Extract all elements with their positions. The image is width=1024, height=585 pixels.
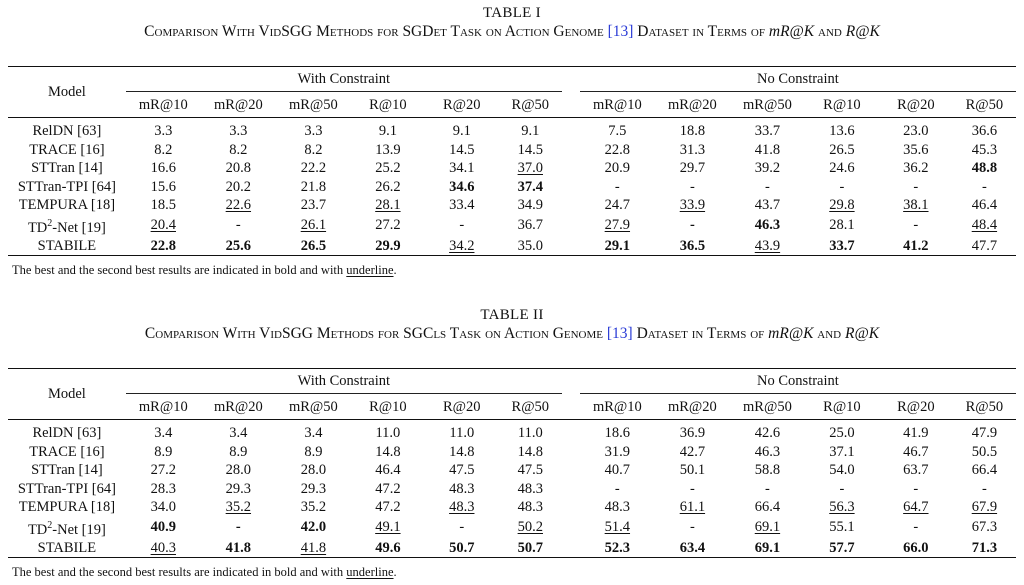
table-cell: 48.3 — [449, 480, 475, 497]
group-header-no-constraint: No Constraint — [757, 373, 839, 389]
table-cell: 47.2 — [375, 480, 401, 497]
model-name: TEMPURA [18] — [18, 499, 116, 516]
table-cell: 49.6 — [375, 539, 401, 556]
table-cell: 24.6 — [829, 160, 855, 177]
table-cell: 23.7 — [300, 197, 327, 214]
table-cell: 31.3 — [679, 141, 706, 158]
table-cell: 64.7 — [903, 499, 929, 516]
metric-header: mR@10 — [580, 394, 655, 420]
table-cell: 20.2 — [225, 178, 252, 195]
table-row — [8, 118, 1016, 141]
table-cell: 66.0 — [903, 539, 929, 556]
model-name: STTran [14] — [31, 160, 103, 177]
cell-gap — [562, 159, 580, 178]
table-cell: 20.4 — [150, 217, 176, 234]
table-cell: 7.5 — [608, 123, 627, 140]
table-cell: 51.4 — [604, 519, 631, 536]
table-cell: 35.6 — [903, 141, 929, 158]
model-name: $TD^2$-Net [19] — [27, 217, 106, 236]
table-cell: 9.1 — [378, 123, 397, 140]
table-cell: - — [459, 519, 465, 536]
table-cell: 47.5 — [517, 462, 543, 479]
table-cell: 48.4 — [971, 217, 998, 234]
table-cell: 66.4 — [971, 462, 998, 479]
table-cell: 47.9 — [971, 425, 998, 442]
table-cell: 24.7 — [604, 197, 631, 214]
table-cell: 35.2 — [300, 499, 327, 516]
table-cell: 34.1 — [449, 160, 475, 177]
table-cell: 8.9 — [229, 443, 248, 460]
table-row — [8, 178, 1016, 197]
table-cell: 37.1 — [829, 443, 855, 460]
table-cell: - — [235, 217, 241, 234]
table-cell: 43.9 — [754, 237, 781, 254]
table-row — [8, 236, 1016, 255]
table-cell: 39.2 — [754, 160, 781, 177]
group-header-no-constraint: No Constraint — [757, 71, 839, 87]
model-name: STTran [14] — [31, 462, 103, 479]
table-cell: 8.2 — [304, 141, 323, 158]
cell-gap — [562, 420, 580, 443]
table-cell: - — [913, 519, 919, 536]
table-cell: 48.3 — [517, 480, 543, 497]
table-cell: - — [765, 480, 770, 497]
cell-gap — [562, 461, 580, 480]
table-cell: 8.9 — [154, 443, 173, 460]
table-cell: - — [913, 217, 919, 234]
table-cell: 38.1 — [903, 197, 929, 214]
table-cell: 28.1 — [375, 197, 401, 214]
table-cell: 43.7 — [754, 197, 781, 214]
table-cell: 18.5 — [150, 197, 176, 214]
table-cell: 22.8 — [604, 141, 631, 158]
metric-header: mR@20 — [655, 394, 730, 420]
column-header-model: Model — [47, 84, 86, 100]
table-cell: 3.3 — [154, 123, 173, 140]
metric-header: mR@50 — [730, 394, 805, 420]
table-row — [8, 480, 1016, 499]
table-cell: 8.2 — [154, 141, 173, 158]
table-cell: - — [839, 480, 845, 497]
model-name: RelDN [63] — [32, 123, 102, 140]
metric-header: R@10 — [805, 92, 879, 118]
table-cell: 22.8 — [150, 237, 176, 254]
table-cell: 58.8 — [754, 462, 781, 479]
table-cell: - — [689, 217, 695, 234]
table-cell: 55.1 — [829, 519, 855, 536]
table-cell: 29.3 — [225, 480, 252, 497]
model-name: RelDN [63] — [32, 425, 102, 442]
table-row — [8, 420, 1016, 443]
table-cell: 42.7 — [679, 443, 706, 460]
table-cell: 14.5 — [517, 141, 543, 158]
table-cell: - — [614, 480, 620, 497]
table-cell: 66.4 — [754, 499, 781, 516]
table-cell: 41.2 — [903, 237, 929, 254]
table-cell: 29.8 — [829, 197, 855, 214]
table-cell: - — [981, 178, 987, 195]
table-cell: 11.0 — [449, 425, 475, 442]
table-cell: 29.7 — [679, 160, 706, 177]
table-cell: 18.8 — [679, 123, 706, 140]
table-cell: 14.8 — [517, 443, 543, 460]
table-cell: 28.3 — [150, 480, 176, 497]
table-cell: - — [459, 217, 465, 234]
table-cell: 21.8 — [300, 178, 327, 195]
table-cell: 8.9 — [304, 443, 323, 460]
table-cell: 14.8 — [375, 443, 401, 460]
table-cell: 11.0 — [517, 425, 543, 442]
table-cell: 33.4 — [449, 197, 475, 214]
table-cell: 46.3 — [754, 443, 781, 460]
table-cell: 27.9 — [604, 217, 631, 234]
table-cell: - — [614, 178, 620, 195]
table-cell: 3.3 — [304, 123, 323, 140]
table-cell: 41.8 — [300, 539, 327, 556]
table-cell: 34.9 — [517, 197, 543, 214]
table-cell: 50.7 — [517, 539, 543, 556]
table-cell: 14.5 — [449, 141, 475, 158]
metric-header: mR@50 — [730, 92, 805, 118]
cell-gap — [562, 141, 580, 160]
table-cell: 13.9 — [375, 141, 401, 158]
table-cell: 25.2 — [375, 160, 401, 177]
table-cell: 52.3 — [604, 539, 631, 556]
table-cell: 14.8 — [449, 443, 475, 460]
table-cell: - — [689, 178, 695, 195]
table-cell: 34.2 — [449, 237, 475, 254]
table-cell: 27.2 — [375, 217, 401, 234]
cell-gap — [562, 236, 580, 255]
cell-gap — [562, 178, 580, 197]
metric-header: mR@20 — [655, 92, 730, 118]
table-cell: 23.0 — [903, 123, 929, 140]
table-cell: 46.7 — [903, 443, 929, 460]
table-cell: 40.9 — [150, 519, 176, 536]
metric-header: R@20 — [879, 92, 953, 118]
table-cell: 15.6 — [150, 178, 176, 195]
table-cell: 8.2 — [229, 141, 248, 158]
metric-header: R@10 — [805, 394, 879, 420]
table-cell: 16.6 — [150, 160, 176, 177]
table-cell: 36.7 — [517, 217, 543, 234]
table-cell: 40.7 — [604, 462, 631, 479]
metric-header: mR@10 — [126, 394, 201, 420]
table-cell: 46.4 — [375, 462, 401, 479]
table-row — [8, 443, 1016, 462]
model-name: TRACE [16] — [29, 443, 105, 460]
table-cell: 20.9 — [604, 160, 631, 177]
model-name: STTran-TPI [64] — [17, 480, 116, 497]
metric-gap — [562, 92, 580, 118]
cell-gap — [562, 480, 580, 499]
table-cell: - — [839, 178, 845, 195]
table-cell: - — [913, 178, 919, 195]
table-row — [8, 141, 1016, 160]
table-cell: 41.9 — [903, 425, 929, 442]
metric-header: mR@50 — [276, 394, 351, 420]
column-header-model: Model — [47, 386, 86, 402]
table-cell: 9.1 — [452, 123, 471, 140]
table-cell: 47.7 — [971, 237, 998, 254]
table-cell: 27.2 — [150, 462, 176, 479]
metric-header: R@20 — [879, 394, 953, 420]
table-caption: Comparison With VidSGG Methods for SGCls Task on Action Genome [13] Dataset in Terms of mR@K and R@K — [144, 325, 880, 342]
table-cell: 56.3 — [829, 499, 855, 516]
metric-header: mR@10 — [126, 92, 201, 118]
table-cell: 48.8 — [971, 160, 998, 177]
table-cell: 36.6 — [971, 123, 998, 140]
table-cell: - — [689, 519, 695, 536]
table-cell: 61.1 — [679, 499, 706, 516]
group-header-with-constraint: With Constraint — [297, 71, 391, 87]
table-cell: 34.0 — [150, 499, 176, 516]
metric-header: R@50 — [499, 394, 562, 420]
table-footnote: The best and the second best results are indicated in bold and with underline. — [12, 565, 397, 579]
table-cell: 20.8 — [225, 160, 252, 177]
table-cell: 33.9 — [679, 197, 706, 214]
table-cell: 48.3 — [517, 499, 543, 516]
table-cell: 29.1 — [604, 237, 631, 254]
model-name: TEMPURA [18] — [18, 197, 116, 214]
table-cell: 46.3 — [754, 217, 781, 234]
table-cell: 50.7 — [449, 539, 475, 556]
table-cell: 26.1 — [300, 217, 327, 234]
table-cell: 54.0 — [829, 462, 855, 479]
table-number: TABLE I — [483, 5, 541, 21]
metric-header: mR@20 — [201, 394, 276, 420]
metric-header: R@50 — [499, 92, 562, 118]
table-cell: 36.2 — [903, 160, 929, 177]
cell-gap — [562, 196, 580, 215]
table-cell: 63.7 — [903, 462, 929, 479]
table-cell: 50.1 — [679, 462, 706, 479]
metric-header: mR@10 — [580, 92, 655, 118]
metric-gap — [562, 394, 580, 420]
model-name: STABILE — [37, 539, 97, 556]
metric-header: R@50 — [953, 394, 1016, 420]
table-cell: 26.5 — [300, 237, 327, 254]
table-cell: 36.9 — [679, 425, 706, 442]
table-cell: 50.5 — [971, 443, 998, 460]
metric-header: R@20 — [425, 394, 499, 420]
table-cell: 63.4 — [679, 539, 706, 556]
table-row — [8, 517, 1016, 539]
table-cell: 36.5 — [679, 237, 706, 254]
metric-header: R@50 — [953, 92, 1016, 118]
table-cell: - — [913, 480, 919, 497]
table-cell: 42.6 — [754, 425, 781, 442]
results-table — [8, 66, 1016, 256]
cell-gap — [562, 443, 580, 462]
table-row — [8, 196, 1016, 215]
table-cell: 71.3 — [971, 539, 998, 556]
model-name: STTran-TPI [64] — [17, 178, 116, 195]
table-cell: 33.7 — [829, 237, 855, 254]
citation-link[interactable]: [13] — [607, 23, 634, 40]
table-cell: 67.3 — [971, 519, 998, 536]
table-cell: 28.0 — [225, 462, 252, 479]
table-cell: 49.1 — [375, 519, 401, 536]
table-cell: 41.8 — [754, 141, 781, 158]
table-cell: 28.1 — [829, 217, 855, 234]
table-cell: 57.7 — [829, 539, 855, 556]
table-cell: 37.0 — [517, 160, 543, 177]
table-cell: 18.6 — [604, 425, 631, 442]
table-row — [8, 498, 1016, 517]
table-cell: 3.4 — [229, 425, 248, 442]
table-cell: - — [981, 480, 987, 497]
metric-header: R@10 — [351, 394, 425, 420]
table-cell: 11.0 — [375, 425, 401, 442]
table-cell: 31.9 — [604, 443, 631, 460]
table-cell: 69.1 — [754, 519, 781, 536]
table-cell: 29.3 — [300, 480, 327, 497]
table-cell: 47.5 — [449, 462, 475, 479]
table-cell: 48.3 — [449, 499, 475, 516]
table-cell: 35.2 — [225, 499, 252, 516]
citation-link[interactable]: [13] — [606, 325, 633, 342]
table-cell: 41.8 — [225, 539, 252, 556]
table-cell: 9.1 — [521, 123, 540, 140]
model-name: $TD^2$-Net [19] — [27, 519, 106, 538]
table-2-block — [0, 306, 1024, 579]
table-number: TABLE II — [480, 307, 544, 323]
metric-header: mR@50 — [276, 92, 351, 118]
metric-header: R@20 — [425, 92, 499, 118]
group-header-with-constraint: With Constraint — [297, 373, 391, 389]
group-gap — [562, 67, 580, 92]
table-cell: 48.3 — [604, 499, 631, 516]
table-cell: 13.6 — [829, 123, 855, 140]
table-cell: - — [765, 178, 770, 195]
table-cell: 37.4 — [517, 178, 543, 195]
table-cell: - — [689, 480, 695, 497]
metric-header: mR@20 — [201, 92, 276, 118]
table-cell: - — [235, 519, 241, 536]
table-cell: 67.9 — [971, 499, 998, 516]
table-row — [8, 461, 1016, 480]
cell-gap — [562, 538, 580, 557]
table-cell: 3.4 — [304, 425, 323, 442]
table-cell: 26.2 — [375, 178, 401, 195]
table-cell: 3.4 — [154, 425, 173, 442]
table-cell: 46.4 — [971, 197, 998, 214]
table-cell: 25.0 — [829, 425, 855, 442]
table-cell: 45.3 — [971, 141, 998, 158]
table-cell: 35.0 — [517, 237, 543, 254]
table-1-block — [0, 4, 1024, 277]
table-row — [8, 215, 1016, 237]
table-cell: 28.0 — [300, 462, 327, 479]
table-cell: 29.9 — [375, 237, 401, 254]
table-caption: Comparison With VidSGG Methods for SGDet Task on Action Genome [13] Dataset in Terms of mR@K and R@K — [144, 23, 880, 40]
metric-header: R@10 — [351, 92, 425, 118]
table-cell: 25.6 — [225, 237, 252, 254]
table-cell: 26.5 — [829, 141, 855, 158]
table-cell: 42.0 — [300, 519, 327, 536]
results-table — [8, 368, 1016, 558]
table-row — [8, 159, 1016, 178]
table-cell: 40.3 — [150, 539, 176, 556]
table-cell: 34.6 — [449, 178, 475, 195]
table-footnote: The best and the second best results are indicated in bold and with underline. — [12, 263, 397, 277]
model-name: STABILE — [37, 237, 97, 254]
model-name: TRACE [16] — [29, 141, 105, 158]
cell-gap — [562, 215, 580, 237]
cell-gap — [562, 517, 580, 539]
group-gap — [562, 369, 580, 394]
table-cell: 22.6 — [225, 197, 252, 214]
table-cell: 50.2 — [517, 519, 543, 536]
table-cell: 47.2 — [375, 499, 401, 516]
cell-gap — [562, 498, 580, 517]
table-cell: 3.3 — [229, 123, 248, 140]
table-cell: 33.7 — [754, 123, 781, 140]
table-cell: 22.2 — [300, 160, 327, 177]
cell-gap — [562, 118, 580, 141]
table-cell: 69.1 — [754, 539, 781, 556]
table-row — [8, 538, 1016, 557]
